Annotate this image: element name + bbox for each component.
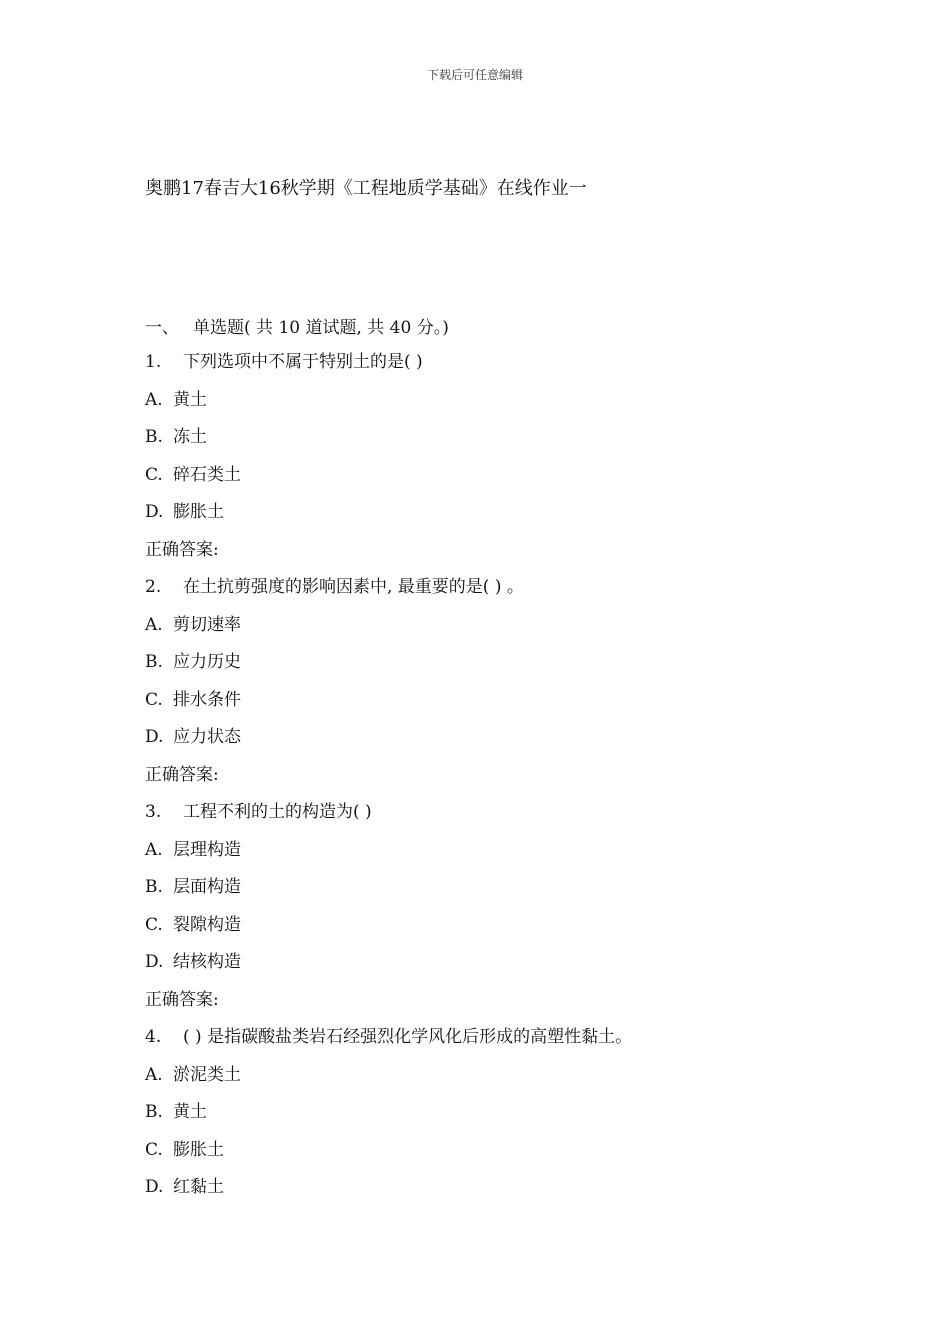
option-letter: A.: [145, 614, 163, 635]
option-letter: B.: [145, 877, 163, 897]
option-letter: D.: [145, 727, 164, 747]
option-text: 裂隙构造: [173, 914, 241, 935]
option-text: 黄土: [173, 1102, 207, 1122]
question-3: [145, 799, 632, 837]
option-1a: [145, 387, 632, 425]
option-3c: [145, 912, 632, 950]
option-letter: C.: [145, 464, 163, 485]
option-text: 应力历史: [173, 652, 241, 672]
option-text: 膨胀土: [173, 1139, 224, 1160]
answer-label-1: 正确答案:: [145, 539, 219, 560]
option-text: 层理构造: [173, 839, 241, 860]
question-number: 3.: [145, 802, 162, 822]
document-title: 奥鹏17春吉大16秋学期《工程地质学基础》在线作业一: [145, 178, 587, 199]
option-letter: D.: [145, 1177, 164, 1197]
option-3b: [145, 874, 632, 912]
option-text: 红黏土: [173, 1177, 224, 1197]
option-letter: C.: [145, 689, 163, 710]
question-text: 工程不利的土的构造为( ): [183, 802, 372, 822]
option-text: 碎石类土: [173, 464, 241, 485]
question-number: 1.: [145, 352, 162, 372]
option-2c: [145, 687, 632, 725]
option-2a: [145, 612, 632, 650]
option-letter: C.: [145, 1139, 163, 1160]
question-text: 在土抗剪强度的影响因素中, 最重要的是( ) 。: [183, 577, 524, 597]
question-4: [145, 1024, 632, 1062]
option-letter: A.: [145, 389, 163, 410]
question-text: 下列选项中不属于特别土的是( ): [183, 352, 423, 372]
option-4c: [145, 1137, 632, 1175]
section-number: 一、: [145, 318, 179, 338]
option-text: 结核构造: [173, 952, 241, 972]
option-letter: D.: [145, 502, 164, 522]
answer-label-2: 正确答案:: [145, 764, 219, 785]
option-letter: B.: [145, 652, 163, 672]
option-text: 冻土: [173, 427, 207, 447]
option-text: 膨胀土: [173, 502, 224, 522]
option-3a: [145, 837, 632, 875]
option-1d: [145, 499, 632, 537]
option-letter: D.: [145, 952, 164, 972]
option-letter: B.: [145, 427, 163, 447]
option-text: 黄土: [173, 389, 207, 410]
question-number: 4.: [145, 1027, 162, 1047]
option-text: 应力状态: [173, 727, 241, 747]
option-1c: [145, 462, 632, 500]
option-4d: [145, 1174, 632, 1212]
question-1: [145, 349, 632, 387]
option-4b: [145, 1099, 632, 1137]
option-3d: [145, 949, 632, 987]
option-letter: B.: [145, 1102, 163, 1122]
section-text: 单选题( 共 10 道试题, 共 40 分。): [193, 318, 449, 338]
option-letter: A.: [145, 839, 163, 860]
question-2: [145, 574, 632, 612]
option-text: 层面构造: [173, 877, 241, 897]
section-heading: [145, 313, 449, 338]
header-note: 下载后可任意编辑: [426, 68, 523, 82]
option-4a: [145, 1062, 632, 1100]
question-list: [145, 349, 632, 1212]
option-letter: C.: [145, 914, 163, 935]
option-text: 淤泥类土: [173, 1064, 241, 1085]
option-text: 剪切速率: [173, 614, 241, 635]
option-1b: [145, 424, 632, 462]
option-2d: [145, 724, 632, 762]
option-text: 排水条件: [173, 689, 241, 710]
question-number: 2.: [145, 577, 162, 597]
option-letter: A.: [145, 1064, 163, 1085]
answer-label-3: 正确答案:: [145, 989, 219, 1010]
question-text: ( ) 是指碳酸盐类岩石经强烈化学风化后形成的高塑性黏土。: [183, 1027, 633, 1047]
option-2b: [145, 649, 632, 687]
